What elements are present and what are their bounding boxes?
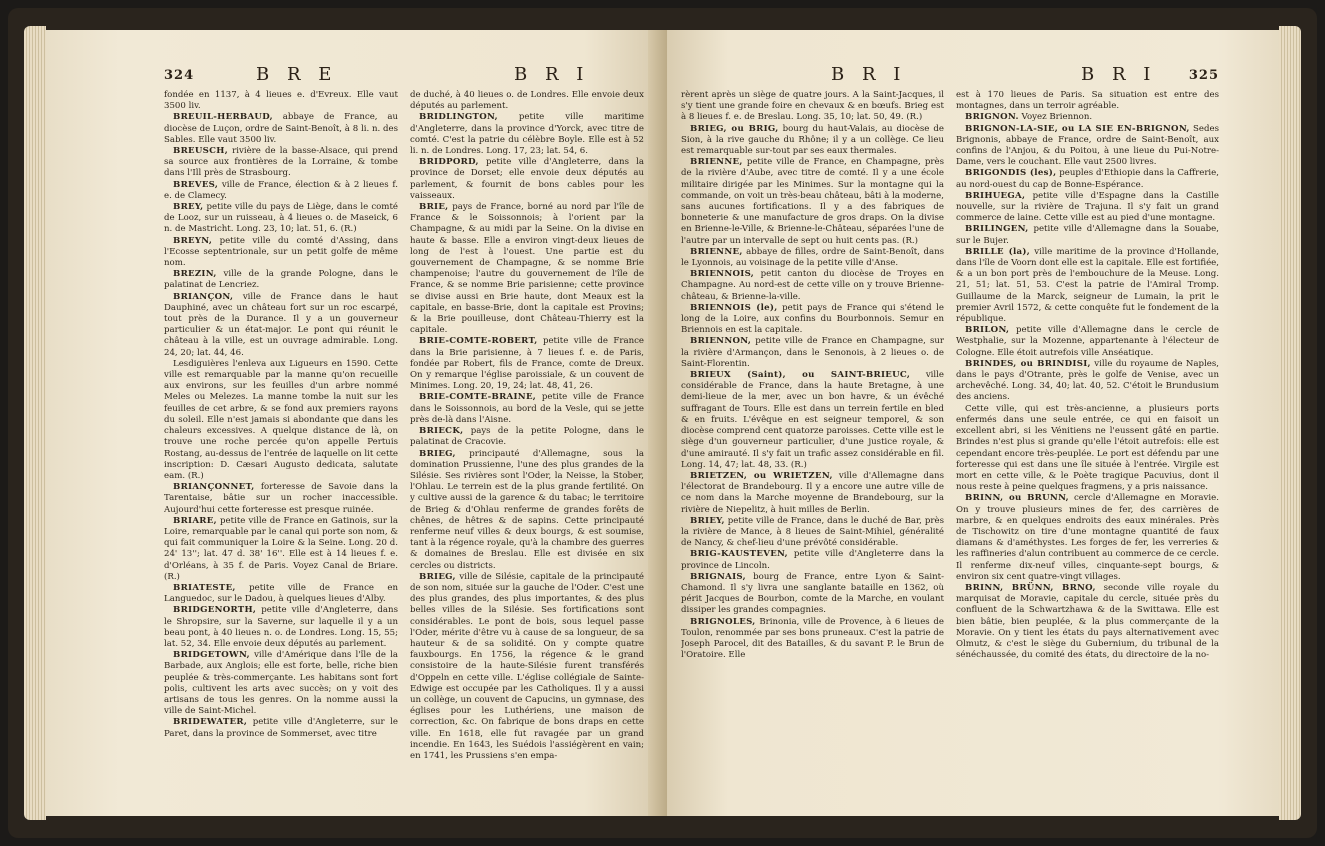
entry-text: Brinonia, ville de Provence, à 6 lieues de Toulon, renommée par ses bons pruneaux. C'est la patrie de Joseph Parocel, dit des Batailles, & du savant P. le Brun de l'Oratoire. Elle — [681, 616, 944, 661]
dictionary-entry — [956, 90, 1219, 112]
entry-headword: BREY, — [173, 202, 204, 213]
entry-headword: BRIE-COMTE-BRAINE, — [419, 392, 537, 403]
entry-headword: BRIATESTE, — [173, 582, 236, 593]
dictionary-entry — [956, 325, 1219, 359]
entry-text: bourg de France, entre Lyon & Saint-Chamond. Il s'y livra une sanglante bataille en 1362, où périt Jacques de Bourbon, comte de la Marche, en voulant dissiper les grandes compagnies. — [681, 571, 944, 616]
page-edges-left — [24, 26, 46, 820]
entry-text: Lesdiguières l'enleva aux Ligueurs en 1590. Cette ville est remarquable par la manne qu'on recueille aux environs, sur les feuilles d'un arbre nommé Meles ou Melezes. La manne tombe la nuit sur les feuilles de cet arbre, & se fond aux premiers rayons du soleil. Elle n'est jamais si abondante que dans les chaleurs excessives. A quelque distance de là, on trouve une roche percée qu'on appelle Pertuis Rostang, au-dessus de l'entrée de laquelle on lit cette inscription: D. Cæsari Augusto dedicata, salutate eam. (R.) — [164, 358, 398, 481]
dictionary-entry — [410, 336, 644, 392]
dictionary-entry — [681, 157, 944, 247]
entry-text: petit pays de France qui s'étend le long de la Loire, aux confins du Bourbonnois. Semur en Briennois en est la capitale. — [681, 302, 944, 336]
entry-text: abbaye de France, au diocèse de Luçon, ordre de Saint-Benoît, à 8 li. n. des Sables. Elle vaut 3500 liv. — [164, 112, 398, 145]
dictionary-entry — [410, 112, 644, 157]
dictionary-entry — [164, 269, 398, 291]
dictionary-entry — [956, 359, 1219, 404]
left-head-word-2: B R I — [514, 64, 590, 85]
open-book — [8, 8, 1317, 838]
right-head-word-2: B R I — [1081, 64, 1157, 85]
left-head-word-1: B R E — [256, 64, 338, 85]
left-page-column-2 — [410, 90, 644, 794]
entry-headword: BRIENNE, — [690, 246, 743, 257]
entry-text: ville de la grande Pologne, dans le palatinat de Lencriez. — [164, 269, 398, 291]
right-page — [667, 30, 1279, 816]
entry-headword: BRIEG, — [419, 448, 456, 459]
entry-text: peuples d'Ethiopie dans la Caffrerie, au nord-ouest du cap de Bonne-Espérance. — [956, 168, 1219, 190]
dictionary-entry — [410, 392, 644, 426]
entry-text: petite ville d'Angleterre dans la province de Lincoln. — [681, 549, 944, 571]
entry-text: petite ville d'Espagne dans la Castille nouvelle, sur la rivière de Trajuna. Il s'y fait un grand commerce de laine. Cette ville est au pied d'une montagne. — [956, 190, 1219, 224]
entry-text: de duché, à 40 lieues o. de Londres. Elle envoie deux députés au parlement. — [410, 90, 644, 112]
dictionary-entry — [956, 224, 1219, 246]
dictionary-entry — [681, 471, 944, 516]
dictionary-entry — [164, 516, 398, 583]
entry-headword: BRIENNE, — [690, 157, 743, 168]
entry-text: petite ville d'Allemagne dans le cercle de Westphalie, sur la Mozenne, appartenante à l'électeur de Cologne. Elle étoit autrefois ville Anséatique. — [956, 325, 1219, 358]
right-page-column-2 — [956, 90, 1219, 794]
dictionary-entry — [164, 605, 398, 650]
left-page-column-1 — [164, 90, 398, 794]
dictionary-entry — [410, 426, 644, 448]
dictionary-entry — [164, 90, 398, 112]
entry-text: principauté d'Allemagne, sous la domination Prussienne, l'une des plus grandes de la Silésie. Ses rivières sont l'Oder, la Neisse, la Stober, l'Ohlau. Le terrein est de la plus grande fertilité. On y cultive aussi de la garence & du tabac; le territoire de Brieg & d'Ohlau renferme de grandes forêts de chênes, de hêtres & de sapins. Cette principauté renferme neuf villes & deux bourgs, & est soumise, tant à la régence royale, qu'à la chambre des guerres & domaines de Breslau. Elle est divisée en six cercles ou districts. — [410, 448, 644, 571]
dictionary-entry — [164, 202, 398, 236]
dictionary-entry — [681, 269, 944, 303]
entry-text: petite ville maritime d'Angleterre, dans la province d'Yorck, avec titre de comté. C'est la patrie du célèbre Boyle. Elle est à 52 li. n. de Londres. Long. 17, 23; lat. 54, 6. — [410, 112, 644, 157]
entry-text: Voyez Briennon. — [1021, 112, 1093, 123]
entry-headword: BRIETZEN, ou WRIETZEN, — [690, 470, 833, 481]
entry-headword: BRIE-COMTE-ROBERT, — [419, 336, 538, 347]
entry-text: petite ville de France en Gatinois, sur la Loire, remarquable par le canal qui porte son nom, & qui fait communiquer la Loire & la Seine. Long. 20 d. 24' 13''; lat. 47 d. 38' 16''. Elle est à 14 lieues f. e. d'Orléans, à 35 f. de Paris. Voyez Canal de Briare. (R.) — [164, 515, 398, 582]
entry-text: petite ville de France, dans le duché de Bar, près la rivière de Mance, à 8 lieues de Saint-Mihiel, généralité de Nancy, & chef-lieu d'une prévôté considérable. — [681, 515, 944, 549]
entry-text: ville de France, élection & à 2 lieues f. e. de Clamecy. — [164, 179, 398, 201]
entry-headword: BRIENNOIS, — [690, 269, 755, 280]
entry-headword: BRINDES, ou BRINDISI, — [965, 358, 1091, 369]
entry-text: ville de Silésie, capitale de la principauté de son nom, située sur la gauche de l'Oder. C'est une des plus grandes, des plus importantes, & des plus belles villes de la Silésie. Ses fortifications sont considérables. Le pont de bois, sous lequel passe l'Oder, mérite d'être vu à cause de sa longueur, de sa hauteur & de sa solidité. On y compte quatre fauxbourgs. En 1756, la régence & le grand consistoire de la haute-Silésie furent transférés d'Oppeln en cette ville. L'église collégiale de Sainte-Edwige est occupée par les Catholiques. Il y a aussi un collège, un couvent de Capucins, un gymnase, des églises pour les Luthériens, une maison de correction, &c. On fabrique de bons draps en cette ville. En 1618, elle fut ravagée par un grand incendie. En 1643, les Suédois l'assiégèrent en vain; en 1741, les Prussiens s'en empa- — [410, 571, 644, 761]
entry-text: forteresse de Savoie dans la Tarentaise, bâtie sur un rocher inaccessible. Aujourd'hui cette forteresse est presque ruinée. — [164, 482, 398, 515]
right-head-word-1: B R I — [831, 64, 907, 85]
entry-headword: BRILON, — [965, 325, 1010, 336]
entry-headword: BRIDGETOWN, — [173, 650, 250, 661]
dictionary-entry — [681, 549, 944, 571]
entry-headword: BREVES, — [173, 179, 219, 190]
entry-headword: BRILINGEN, — [965, 224, 1029, 235]
entry-headword: BRIHUEGA, — [965, 190, 1026, 201]
right-page-column-1 — [681, 90, 944, 794]
entry-text: petite ville d'Angleterre, dans la province de Dorset; elle envoie deux députés au parlement, & fournit de bons cables pour les vaisseaux. — [410, 157, 644, 201]
entry-text: ville de France dans le haut Dauphiné, avec un château fort sur un roc escarpé, tout près de la Durance. Il y a un gouverneur particulier & un état-major. Le pont qui réunit le château à la ville, est un ouvrage admirable. Long. 24, 20; lat. 44, 46. — [164, 291, 398, 358]
entry-text: rivière de la basse-Alsace, qui prend sa source aux frontières de la Lorraine, & tombe dans l'Ill près de Strasbourg. — [164, 146, 398, 179]
entry-headword: BRIE, — [419, 202, 449, 213]
entry-headword: BRIEUX (Saint), ou SAINT-BRIEUC, — [690, 370, 911, 381]
entry-headword: BRIGNAIS, — [690, 571, 746, 582]
dictionary-entry — [410, 449, 644, 572]
right-page-number: 325 — [1188, 68, 1219, 83]
dictionary-entry — [681, 572, 944, 617]
dictionary-entry — [956, 191, 1219, 225]
dictionary-entry — [956, 112, 1219, 123]
entry-headword: BRIDGENORTH, — [173, 605, 257, 616]
entry-headword: BRIEY, — [690, 515, 725, 526]
dictionary-entry — [164, 717, 398, 739]
entry-headword: BREUIL-HERBAUD, — [173, 112, 273, 123]
entry-headword: BRIEG, — [419, 571, 456, 582]
entry-headword: BRIGNON. — [965, 112, 1019, 123]
entry-text: Cette ville, qui est très-ancienne, a plusieurs ports enfermés dans une seule entrée, ce qui en faisoit un excellent abri, si les Vénitiens ne l'eussent gâté en partie. Brindes n'est plus si grande qu'elle l'étoit autrefois: elle est cependant encore très-peuplée. Le port est défendu par une forteresse qui est dans une île située à l'entrée. Virgile est mort en cette ville, & le Poète tragique Pacuvius, dont il nous reste à peine quelques fragmens, y a pris naissance. — [956, 403, 1219, 493]
dictionary-entry — [956, 124, 1219, 169]
entry-text: pays de la petite Pologne, dans le palatinat de Cracovie. — [410, 426, 644, 448]
entry-headword: BRIG-KAUSTEVEN, — [690, 549, 788, 560]
entry-text: rèrent après un siège de quatre jours. A la Saint-Jacques, il s'y tient une grande foire en chevaux & en bœufs. Brieg est à 8 lieues f. e. de Breslau. Long. 35, 10; lat. 50, 49. (R.) — [681, 90, 944, 123]
entry-text: petite ville d'Angleterre, dans le Shropsire, sur la Saverne, sur laquelle il y a un beau pont, à 40 lieues n. o. de Londres. Long. 15, 55; lat. 52, 34. Elle envoie deux députés au parlement. — [164, 605, 398, 649]
dictionary-entry — [681, 370, 944, 471]
left-running-head — [164, 64, 644, 88]
dictionary-entry — [956, 583, 1219, 661]
entry-text: petite ville de France, en Champagne, près de la rivière d'Aube, avec titre de comté. Il y a une école militaire dirigée par les Minimes. Sur la montagne qui la commande, on voit un très-beau château, bâti à la moderne, sans aucunes fortifications. Il y a des fabriques de bonneterie & une manufacture de gros draps. On la divise en Brienne-le-Ville, & Brienne-le-Château, séparées l'une de l'autre par un intervalle de sept ou huit cents pas. (R.) — [681, 157, 944, 246]
entry-text: Sedes Brignonis, abbaye de France, ordre de Saint-Benoît, aux confins de l'Anjou, & du Poitou, à une lieue du Pui-Notre-Dame, vers le couchant. Elle vaut 2500 livres. — [956, 123, 1219, 168]
dictionary-entry — [681, 247, 944, 269]
dictionary-entry — [956, 168, 1219, 190]
dictionary-entry — [681, 617, 944, 662]
entry-text: abbaye de filles, ordre de Saint-Benoît, dans le Lyonnois, au voisinage de la petite ville d'Anse. — [681, 246, 944, 269]
entry-text: petit canton du diocèse de Troyes en Champagne. Au nord-est de cette ville on y trouve Brienne-château, & Brienne-la-ville. — [681, 269, 944, 302]
dictionary-entry — [164, 482, 398, 516]
dictionary-entry — [164, 359, 398, 482]
dictionary-entry — [681, 90, 944, 124]
entry-headword: BRIGNOLES, — [690, 616, 756, 627]
entry-headword: BRINN, ou BRUNN, — [965, 493, 1069, 504]
dictionary-entry — [956, 493, 1219, 583]
entry-headword: BRIDLINGTON, — [419, 112, 498, 123]
entry-text: petite ville du comté d'Assing, dans l'Ecosse septentrionale, sur un petit golfe de même nom. — [164, 235, 398, 269]
entry-text: petite ville du pays de Liège, dans le comté de Looz, sur un ruisseau, à 4 lieues o. de Maseick, 6 n. de Mastricht. Long. 23, 10; lat. 51, 6. (R.) — [164, 202, 398, 235]
entry-text: bourg du haut-Valais, au diocèse de Sion, à la rive gauche du Rhône; il y a un collège. Ce lieu est remarquable sur-tout par ses eaux thermales. — [681, 123, 944, 157]
dictionary-entry — [956, 404, 1219, 494]
entry-text: petite ville de France en Languedoc, sur le Dadou, à quelques lieues d'Alby. — [164, 582, 398, 605]
dictionary-entry — [681, 516, 944, 550]
left-page — [46, 30, 658, 816]
entry-headword: BRIDEWATER, — [173, 717, 248, 728]
left-page-number: 324 — [164, 68, 195, 83]
dictionary-entry — [164, 236, 398, 270]
entry-text: petite ville d'Angleterre, sur le Paret, dans la province de Sommerset, avec titre — [164, 717, 398, 739]
dictionary-entry — [164, 583, 398, 605]
dictionary-entry — [164, 650, 398, 717]
entry-headword: BRIENNON, — [690, 336, 752, 347]
entry-text: fondée en 1137, à 4 lieues e. d'Evreux. Elle vaut 3500 liv. — [164, 90, 398, 112]
entry-headword: BRILLE (la), — [965, 246, 1031, 257]
dictionary-entry — [164, 112, 398, 146]
entry-text: cercle d'Allemagne en Moravie. On y trouve plusieurs mines de fer, des carrières de marbre, & en quelques endroits des eaux minérales. Près de Tischowitz on tire d'une montagne quantité de faux diamans & d'améthystes. Les forges de fer, les verreries & les raffineries d'alun contribuent au commerce de ce cercle. Il renferme dix-neuf villes, cinquante-sept bourgs, & environ six cent quatre-vingt villages. — [956, 493, 1219, 582]
entry-text: ville d'Allemagne dans l'électorat de Brandebourg. Il y a encore une autre ville de ce nom dans la Marche moyenne de Brandebourg, sur la rivière de Niepelitz, à huit milles de Berlin. — [681, 470, 944, 515]
entry-headword: BREUSCH, — [173, 146, 229, 157]
entry-text: ville considérable de France, dans la haute Bretagne, à une demi-lieue de la mer, avec un bon havre, & un évêché suffragant de Tours. Elle est dans un terrein fertile en bled & en fruits. L'évêque en est seigneur temporel, & son diocèse comprend cent quatorze paroisses. Cette ville est le siège d'un gouverneur particulier, d'une justice royale, & d'une amirauté. Il s'y fait un trafic assez considérable en fil. Long. 14, 47; lat. 48, 33. (R.) — [681, 370, 944, 470]
entry-text: pays de France, borné au nord par l'île de France & le Soissonnois; à l'orient par la Champagne, & au midi par la Seine. On la divise en haute & basse. Elle a environ vingt-deux lieues de long de l'est à l'ouest. Une partie est du gouvernement de Champagne, & se nomme Brie champenoise; l'autre du gouvernement de l'île de France, & se nomme Brie parisienne; cette province se divise aussi en Brie haute, dont Meaux est la capitale, en basse-Brie, dont la capitale est Provins; & la Brie pouilleuse, dont Château-Thierry est la capitale. — [410, 202, 644, 336]
entry-text: ville maritime de la province d'Hollande, dans l'île de Voorn dont elle est la capitale. Elle est fortifiée, & a un bon port près de l'embouchure de la Meuse. Long. 21, 51; lat. 51, 53. C'est la patrie de l'Amiral Tromp. Guillaume de la Marck, seigneur de Lumain, la prit le premier Avril 1572, & cette conquête fut le fondement de la république. — [956, 246, 1219, 325]
entry-headword: BRIEG, ou BRIG, — [690, 123, 779, 134]
entry-headword: BREYN, — [173, 235, 213, 246]
dictionary-entry — [164, 146, 398, 180]
entry-headword: BRIANÇON, — [173, 291, 234, 302]
dictionary-entry — [410, 202, 644, 336]
entry-text: petite ville d'Allemagne dans la Souabe, sur le Bujer. — [956, 224, 1219, 246]
dictionary-entry — [410, 157, 644, 202]
dictionary-entry — [164, 292, 398, 359]
entry-text: est à 170 lieues de Paris. Sa situation est entre des montagnes, dans un terroir agréable. — [956, 90, 1219, 112]
page-edges-right — [1279, 26, 1301, 820]
entry-headword: BRIENNOIS (le), — [690, 302, 778, 313]
entry-text: petite ville de France dans la Brie parisienne, à 7 lieues f. e. de Paris, fondée par Robert, fils de France, comte de Dreux. On y remarque l'église paroissiale, & un couvent de Minimes. Long. 20, 19, 24; lat. 48, 41, 26. — [410, 336, 644, 392]
entry-headword: BRIECK, — [419, 426, 464, 437]
entry-headword: BRIARE, — [173, 515, 217, 526]
entry-headword: BRIANÇONNET, — [173, 482, 255, 493]
right-running-head — [681, 64, 1219, 88]
dictionary-entry — [681, 303, 944, 337]
dictionary-entry — [956, 247, 1219, 325]
entry-headword: BRINN, BRÜNN, BRNO, — [965, 582, 1096, 593]
dictionary-entry — [681, 336, 944, 370]
dictionary-entry — [410, 572, 644, 762]
entry-text: petite ville de France en Champagne, sur la rivière d'Armançon, dans le Senonois, à 2 lieues o. de Saint-Florentin. — [681, 336, 944, 369]
entry-headword: BRIDPORD, — [419, 157, 479, 168]
entry-headword: BRIGNON-LA-SIE, ou LA SIE EN-BRIGNON, — [965, 123, 1190, 134]
entry-text: petite ville de France dans le Soissonnois, au bord de la Vesle, qui se jette près de-là dans l'Aisne. — [410, 392, 644, 425]
dictionary-entry — [410, 90, 644, 112]
entry-text: ville d'Amérique dans l'île de la Barbade, aux Anglois; elle est forte, belle, riche bien peuplée & très-commerçante. Les habitans sont fort polis, cultivent les arts avec succès; on y voit des artisans de tous les genres. On la nomme aussi la ville de Saint-Michel. — [164, 650, 398, 717]
entry-headword: BREZIN, — [173, 269, 217, 280]
dictionary-entry — [681, 124, 944, 158]
entry-text: seconde ville royale du marquisat de Moravie, capitale du cercle, située près du confluent de la Schwartzhawa & de la Swittawa. Elle est bien bâtie, bien peuplée, & la plus commerçante de la Moravie. On y tient les états du pays alternativement avec Olmutz, & c'est le siège du Gubernium, du tribunal de la sénéchaussée, du comité des états, du directoire de la no- — [956, 582, 1219, 661]
entry-text: ville du royaume de Naples, dans le pays d'Otrante, près le golfe de Venise, avec un archevêché. Long. 34, 40; lat. 40, 52. C'étoit le Brundusium des anciens. — [956, 358, 1219, 403]
dictionary-entry — [164, 180, 398, 202]
entry-headword: BRIGONDIS (les), — [965, 168, 1057, 179]
